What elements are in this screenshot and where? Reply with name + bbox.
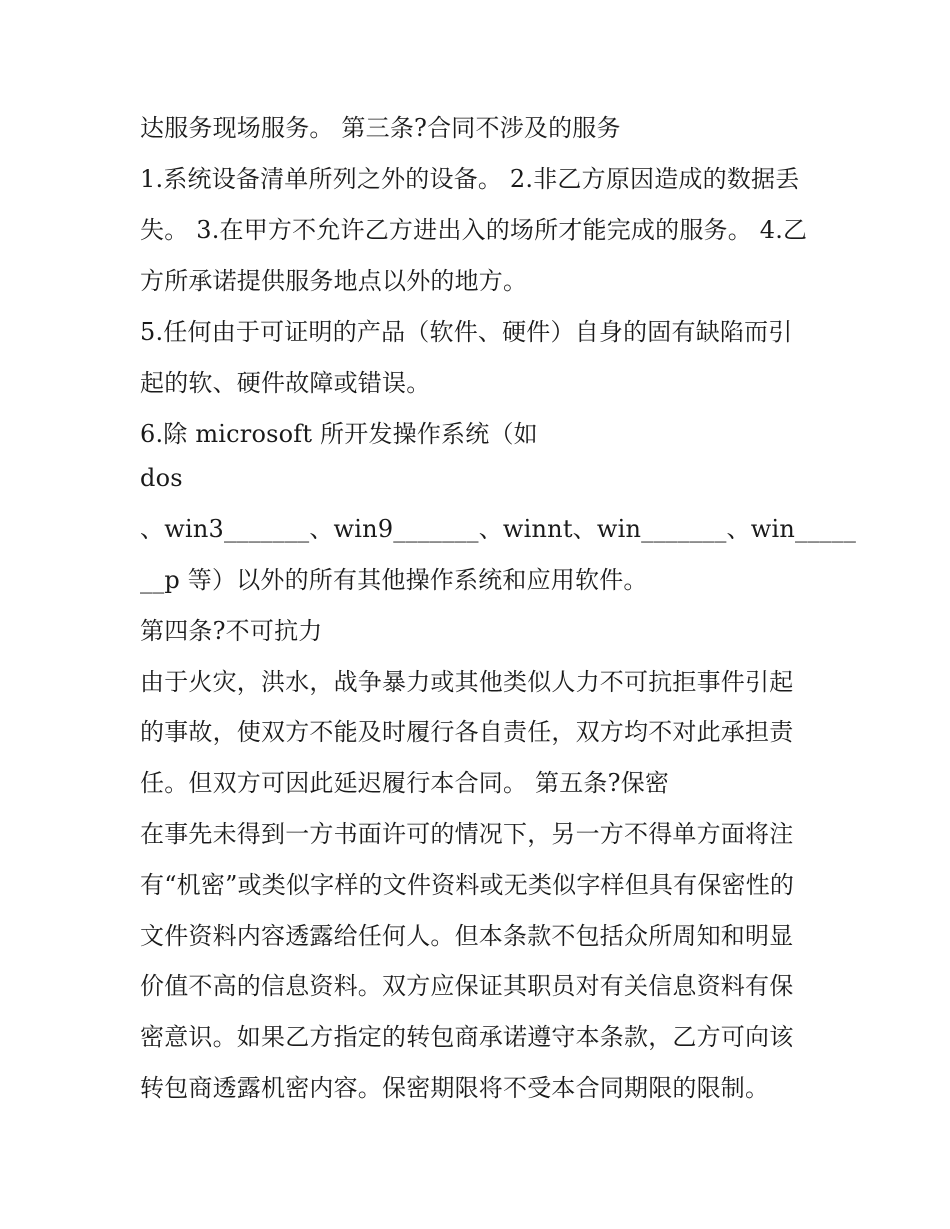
text-line: 价值不高的信息资料。双方应保证其职员对有关信息资料有保 xyxy=(140,972,794,1000)
text-line: 起的软、硬件故障或错误。 xyxy=(140,369,431,397)
text-line: 的事故，使双方不能及时履行各自责任，双方均不对此承担责 xyxy=(140,718,794,746)
section-heading: 第四条?不可抗力 xyxy=(140,617,323,645)
text-line: 失。 3.在甲方不允许乙方进出入的场所才能完成的服务。 4.乙 xyxy=(140,216,808,244)
text-line: __p 等）以外的所有其他操作系统和应用软件。 xyxy=(140,566,648,594)
text-line: 、win3_______、win9_______、winnt、win_______、win_____ xyxy=(140,515,857,543)
text-line: 有“机密”或类似字样的文件资料或无类似字样但具有保密性的 xyxy=(140,871,795,899)
text-line: 文件资料内容透露给任何人。但本条款不包括众所周知和明显 xyxy=(140,922,794,950)
text-line: 5.任何由于可证明的产品（软件、硬件）自身的固有缺陷而引 xyxy=(140,318,793,346)
text-line: 密意识。如果乙方指定的转包商承诺遵守本条款，乙方可向该 xyxy=(140,1023,794,1051)
text-line: 转包商透露机密内容。保密期限将不受本合同期限的限制。 xyxy=(140,1074,770,1102)
text-line: 6.除 microsoft 所开发操作系统（如 xyxy=(140,420,538,448)
text-line: 在事先未得到一方书面许可的情况下，另一方不得单方面将注 xyxy=(140,820,794,848)
text-line: 任。但双方可因此延迟履行本合同。 第五条?保密 xyxy=(140,769,670,797)
text-line: 方所承诺提供服务地点以外的地方。 xyxy=(140,267,528,295)
text-line: 1.系统设备清单所列之外的设备。 2.非乙方原因造成的数据丢 xyxy=(140,165,800,193)
text-line: 达服务现场服务。 第三条?合同不涉及的服务 xyxy=(140,114,621,142)
text-line: dos xyxy=(140,464,183,492)
text-line: 由于火灾，洪水，战争暴力或其他类似人力不可抗拒事件引起 xyxy=(140,668,794,696)
